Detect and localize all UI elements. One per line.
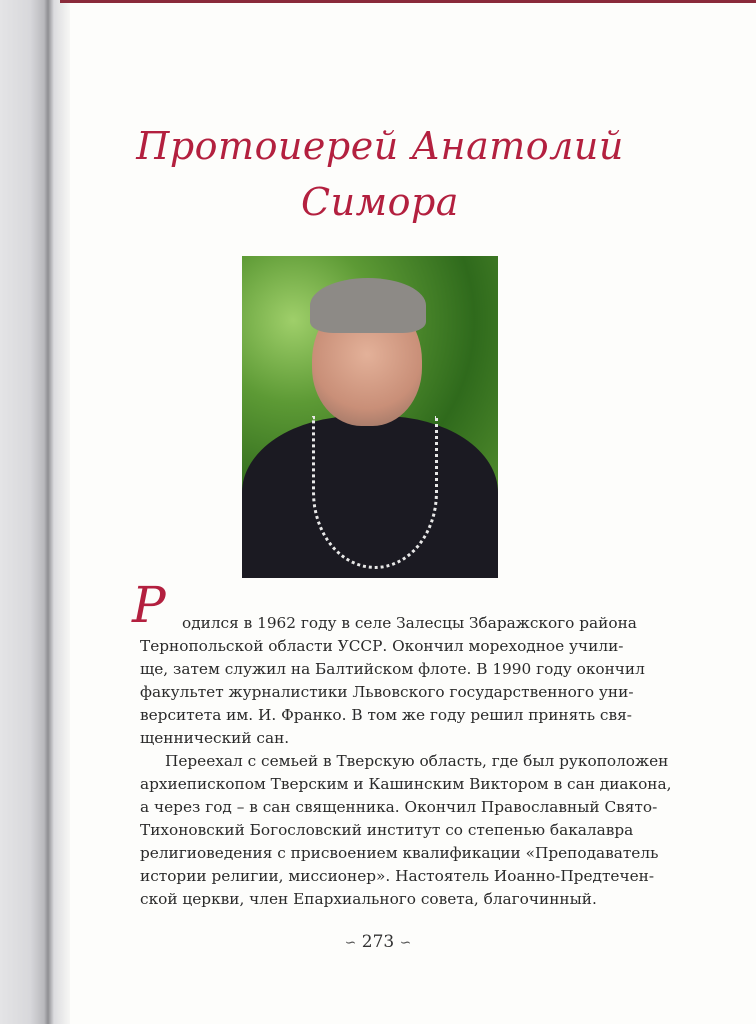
text-line: ской церкви, член Епархиального совета, благочинный. bbox=[140, 890, 597, 908]
book-gutter-shadow bbox=[0, 0, 70, 1024]
text-line: факультет журналистики Львовского государственного уни- bbox=[140, 683, 634, 701]
text-line: а через год – в сан священника. Окончил Православный Свято- bbox=[140, 798, 658, 816]
text-line: щеннический сан. bbox=[140, 729, 290, 747]
drop-cap: Р bbox=[132, 576, 166, 634]
text-line: ще, затем служил на Балтийском флоте. В 1990 году окончил bbox=[140, 660, 645, 678]
page-title-line-2: Симора bbox=[301, 180, 459, 224]
text-line: истории религии, миссионер». Настоятель Иоанно-Предтечен- bbox=[140, 867, 654, 885]
top-edge-line bbox=[60, 0, 756, 3]
page-number: 273 bbox=[361, 932, 395, 952]
text-line: Тихоновский Богословский институт со степенью бакалавра bbox=[140, 821, 634, 839]
text-line: Тернопольской области УССР. Окончил мореходное учили- bbox=[140, 637, 624, 655]
text-line: Переехал с семьей в Тверскую область, где был рукоположен bbox=[165, 752, 669, 770]
ornament-left-icon: ∽ bbox=[344, 935, 357, 951]
biography-text bbox=[132, 576, 672, 911]
page-title-line-1: Протоиерей Анатолий bbox=[136, 124, 624, 168]
text-line: верситета им. И. Франко. В том же году решил принять свя- bbox=[140, 706, 632, 724]
text-line: религиоведения с присвоением квалификации «Преподаватель bbox=[140, 844, 659, 862]
hair bbox=[310, 278, 426, 333]
ornament-right-icon: ∽ bbox=[399, 935, 412, 951]
pectoral-cross-chain bbox=[312, 416, 438, 569]
portrait-photo bbox=[242, 256, 498, 578]
page-number-footer bbox=[0, 932, 756, 952]
text-line: одился в 1962 году в селе Залесцы Збаражского района bbox=[182, 614, 637, 632]
text-line: архиепископом Тверским и Кашинским Виктором в сан диакона, bbox=[140, 775, 672, 793]
